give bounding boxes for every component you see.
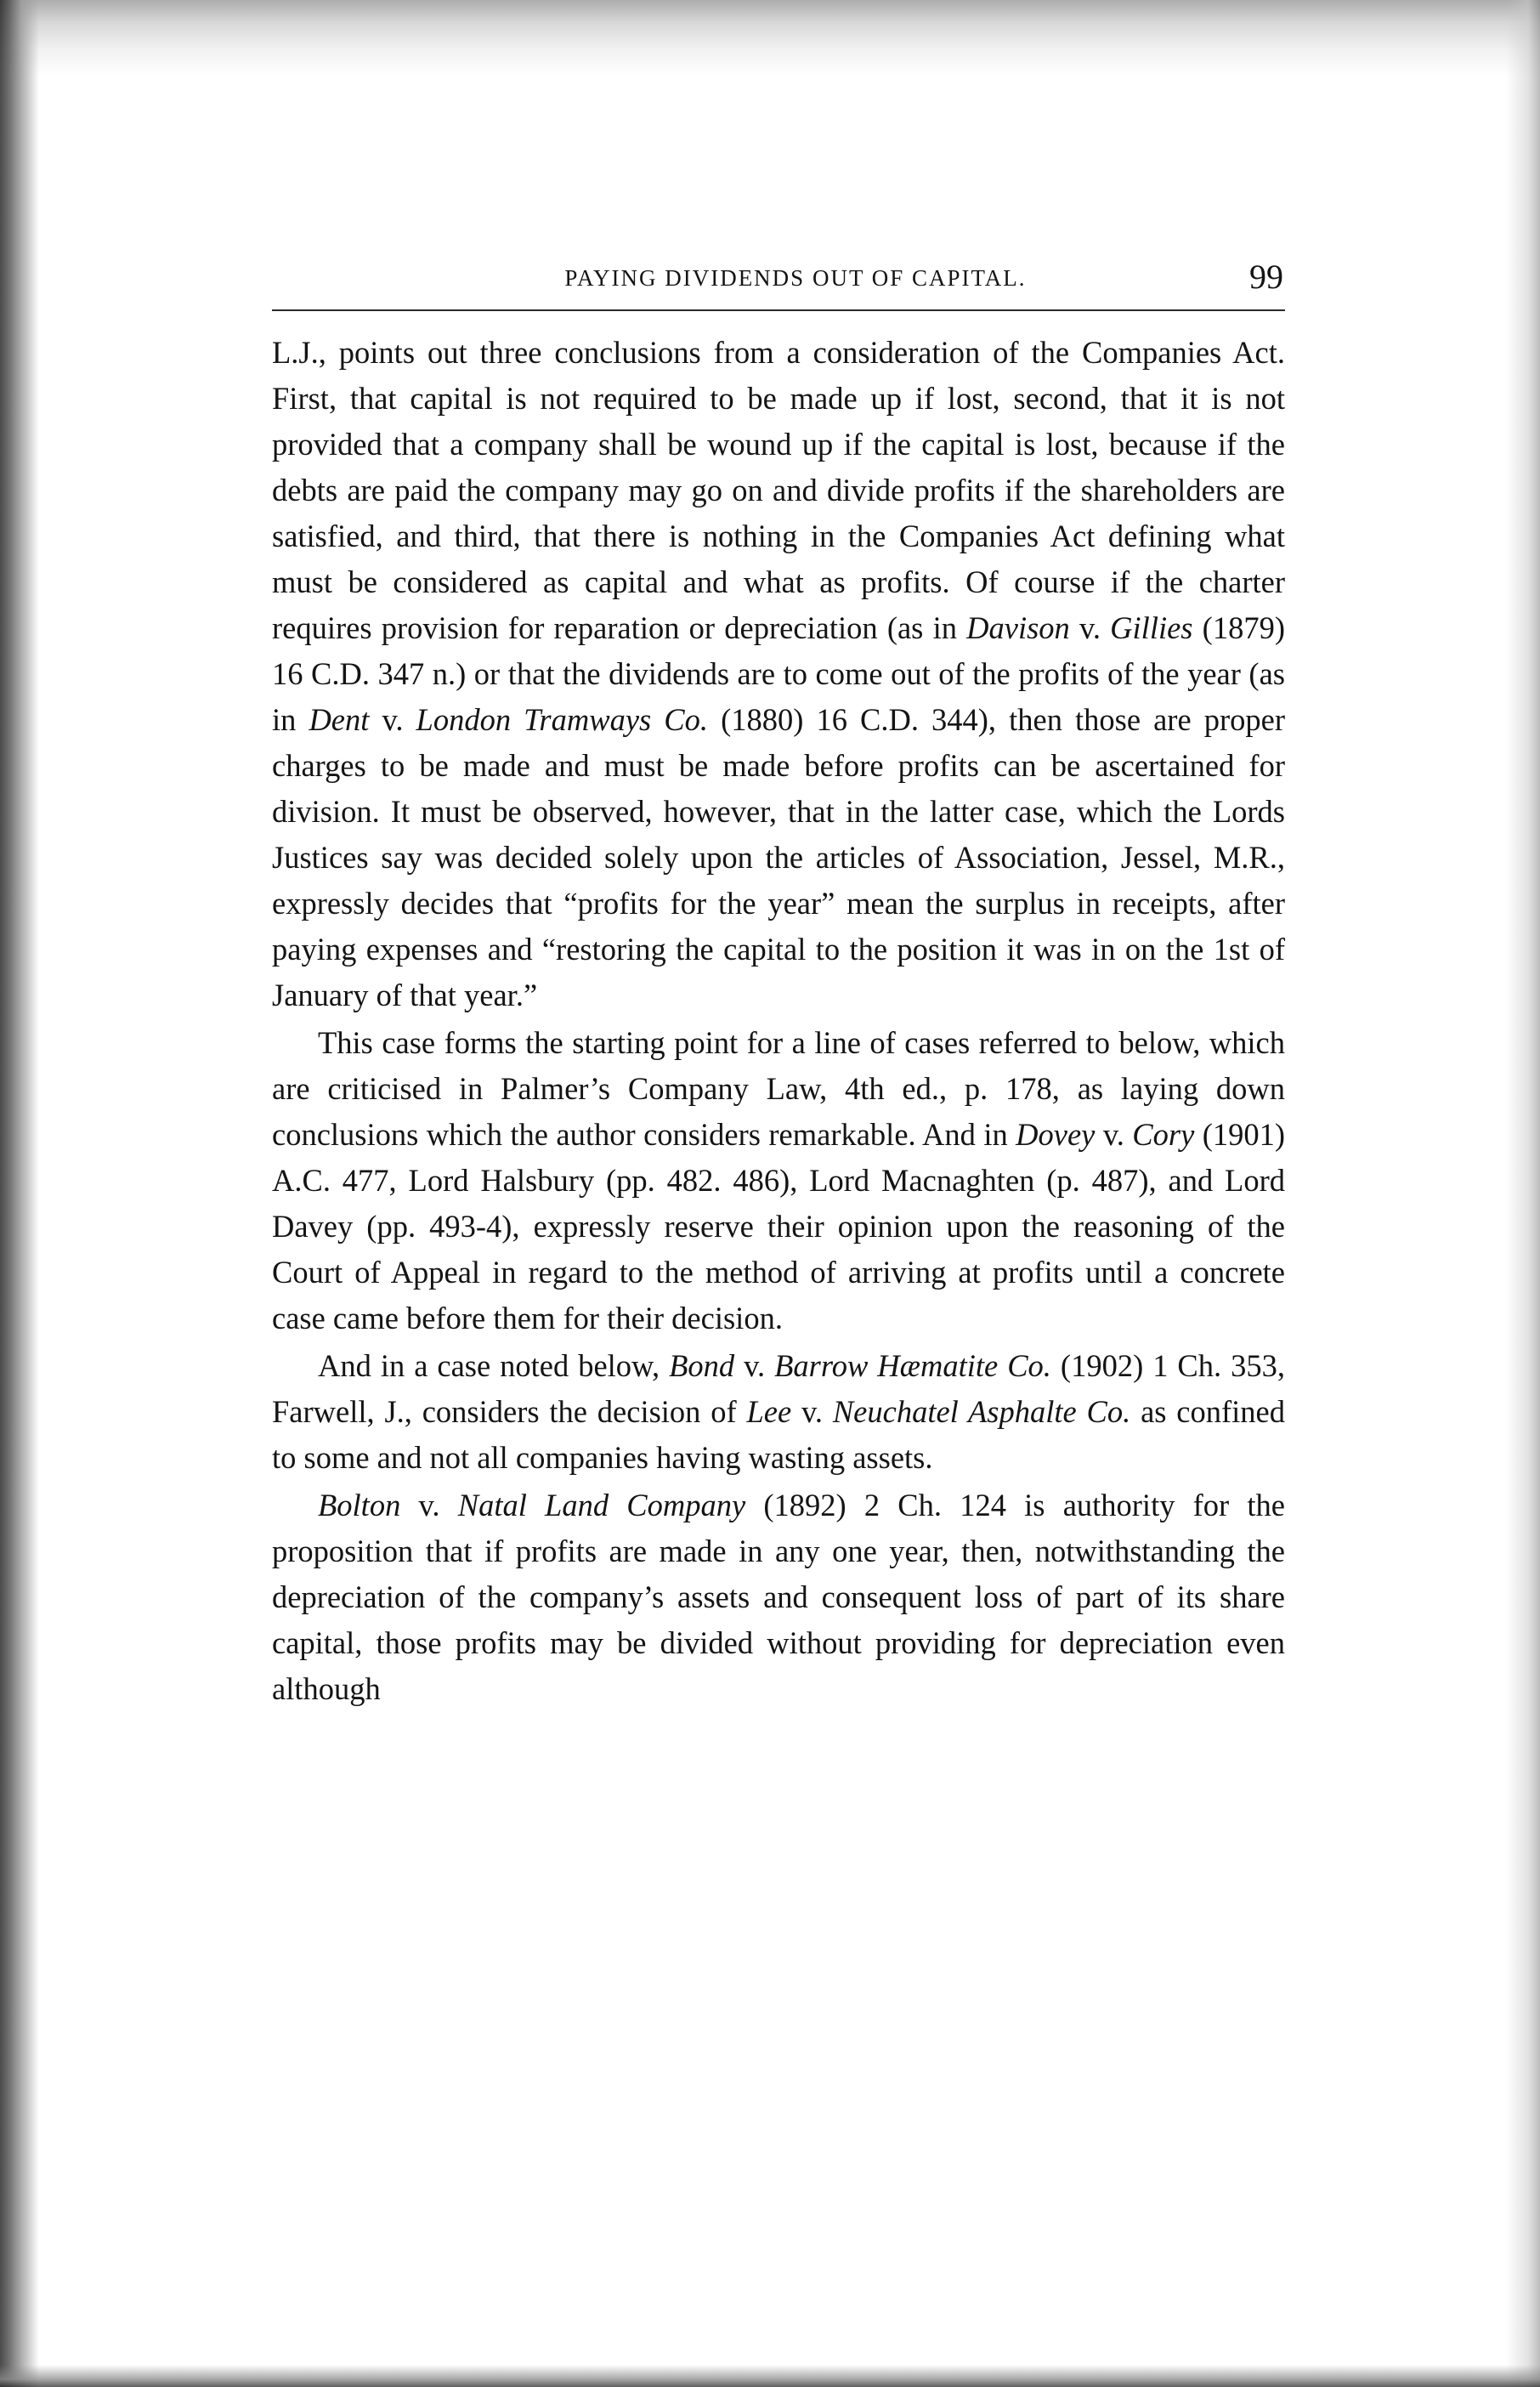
text-run: (1879) 16 C.D. 347 n.) or that the dividends are to come out of the profits of the year (as in	[272, 610, 1285, 737]
text-run: (1901) A.C. 477, Lord Halsbury (pp. 482. 486), Lord Macnaghten (p. 487), and Lord Davey (pp. 493-4), expressly reserve their opinion upon the reasoning of the Court of Appeal in regard to the method of arriving at profits until a concrete case came before them for their decision.	[272, 1117, 1286, 1335]
text-run: And in a case noted below,	[318, 1348, 670, 1383]
case-name: Lee	[746, 1394, 792, 1429]
text-run: L.J., points out three conclusions from a consideration of the Companies Act. First, that capital is not required to be made up if lost, second, that it is not provided that a company shall be wound up if the capital is lost, because if the debts are paid the company may go on and divide profits if the shareholders are satisfied, and third, that there is nothing in the Companies Act defining what must be considered as capital and what as profits. Of course if the charter requires provision for reparation or depreciation (as in	[272, 335, 1285, 645]
page-number: 99	[1249, 258, 1283, 296]
text-run: v.	[400, 1488, 458, 1522]
paragraph-2	[272, 1020, 1285, 1341]
text-run: v.	[734, 1348, 775, 1383]
case-name: Neuchatel Asphalte Co.	[832, 1394, 1131, 1429]
book-page	[272, 255, 1285, 1712]
case-name: Gillies	[1110, 610, 1193, 645]
text-run: (1892) 2 Ch. 124 is authority for the proposition that if profits are made in any one year, then, notwithstanding the depreciation of the company’s assets and consequent loss of part of its share capital, those profits may be divided without providing for depreciation even although	[272, 1488, 1285, 1706]
running-title: PAYING DIVIDENDS OUT OF CAPITAL.	[564, 265, 1027, 291]
text-run: v.	[1095, 1117, 1133, 1152]
case-name: Bond	[669, 1348, 735, 1383]
text-run: v.	[1069, 610, 1111, 645]
running-head	[272, 255, 1285, 309]
text-run: v.	[369, 702, 416, 737]
body-text	[272, 330, 1285, 1712]
case-name: Dovey	[1016, 1117, 1096, 1152]
case-name: Davison	[966, 610, 1070, 645]
scan-top-edge	[0, 0, 1540, 77]
case-name: Barrow Hæmatite Co.	[774, 1348, 1051, 1383]
case-name: Dent	[309, 702, 370, 737]
text-run: (1880) 16 C.D. 344), then those are proper charges to be made and must be made before profits can be ascertained for division. It must be observed, however, that in the latter case, which the Lords Justices say was decided solely upon the articles of Association, Jessel, M.R., expressly decides that “profits for the year” mean the surplus in receipts, after paying expenses and “restoring the capital to the position it was in on the 1st of January of that year.”	[272, 702, 1285, 1012]
paragraph-4	[272, 1483, 1285, 1712]
header-rule	[272, 309, 1285, 311]
scan-bottom-edge	[0, 2365, 1540, 2387]
scan-right-edge	[1506, 0, 1540, 2387]
text-run: (1902) 1 Ch. 353, Farwell, J., considers the decision of	[272, 1348, 1285, 1429]
case-name: London Tramways Co.	[416, 702, 709, 737]
scan-left-edge	[0, 0, 39, 2387]
paragraph-1	[272, 330, 1285, 1018]
paragraph-3	[272, 1343, 1285, 1481]
text-run: as confined to some and not all companies having wasting assets.	[272, 1394, 1285, 1475]
case-name: Cory	[1132, 1117, 1195, 1152]
text-run: This case forms the starting point for a line of cases referred to below, which are criticised in Palmer’s Company Law, 4th ed., p. 178, as laying down conclusions which the author considers remarkable. And in	[272, 1025, 1285, 1152]
case-name: Bolton	[318, 1488, 401, 1522]
case-name: Natal Land Company	[457, 1488, 746, 1522]
text-run: v.	[791, 1394, 833, 1429]
